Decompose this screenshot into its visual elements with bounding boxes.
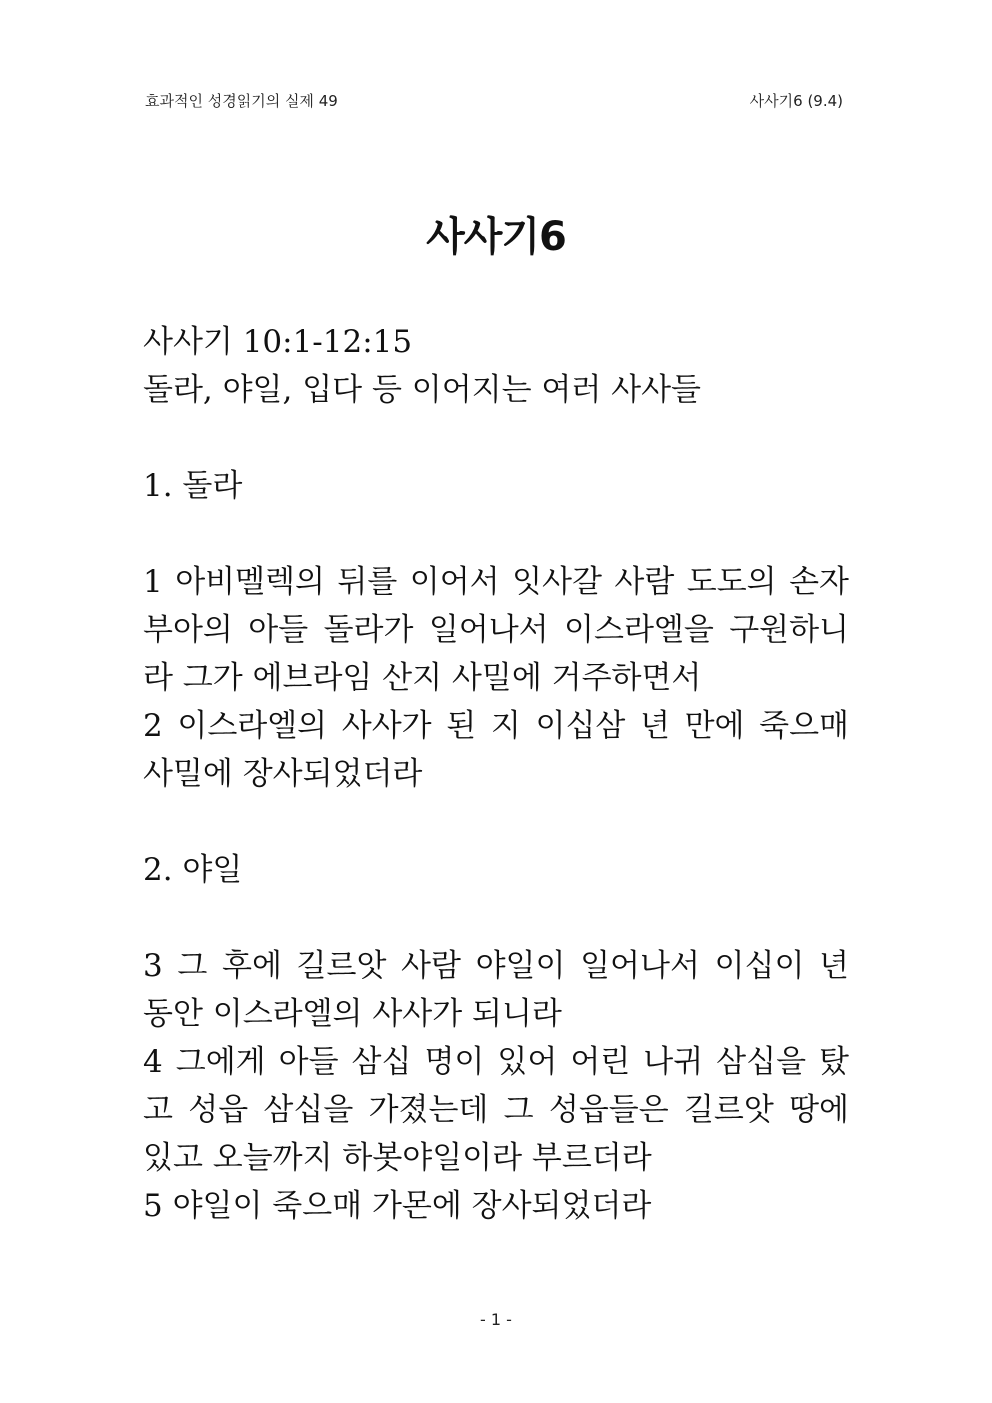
verse: 1 아비멜렉의 뒤를 이어서 잇사갈 사람 도도의 손자 부아의 아들 돌라가 일어나서 이스라엘을 구원하니라 그가 에브라임 산지 사밀에 거주하면서 — [143, 564, 849, 696]
header-section-label: 사사기6 (9.4) — [749, 92, 843, 110]
spacer — [143, 894, 849, 942]
spacer — [143, 510, 849, 558]
page-number: - 1 - — [480, 1310, 512, 1329]
verse: 3 그 후에 길르앗 사람 야일이 일어나서 이십이 년 동안 이스라엘의 사사가 되니라 — [143, 948, 849, 1032]
chapter-subtitle: 돌라, 야일, 입다 등 이어지는 여러 사사들 — [143, 372, 701, 408]
verse: 2 이스라엘의 사사가 된 지 이십삼 년 만에 죽으매 사밀에 장사되었더라 — [143, 708, 849, 792]
header-book-title: 효과적인 성경읽기의 실제 49 — [145, 92, 338, 110]
verse: 4 그에게 아들 삼십 명이 있어 어린 나귀 삼십을 탔고 성읍 삼십을 가졌는데 그 성읍들은 길르앗 땅에 있고 오늘까지 하봇야일이라 부르더라 — [143, 1044, 849, 1176]
page-header — [145, 90, 843, 111]
scripture-reference: 사사기 10:1-12:15 — [143, 324, 413, 360]
section-heading: 2. 야일 — [143, 852, 243, 888]
section-heading: 1. 돌라 — [143, 468, 243, 504]
spacer — [143, 798, 849, 846]
spacer — [143, 414, 849, 462]
page-title: 사사기6 — [426, 214, 566, 260]
verse: 5 야일이 죽으매 가몬에 장사되었더라 — [143, 1188, 652, 1224]
main-content — [143, 318, 849, 1230]
